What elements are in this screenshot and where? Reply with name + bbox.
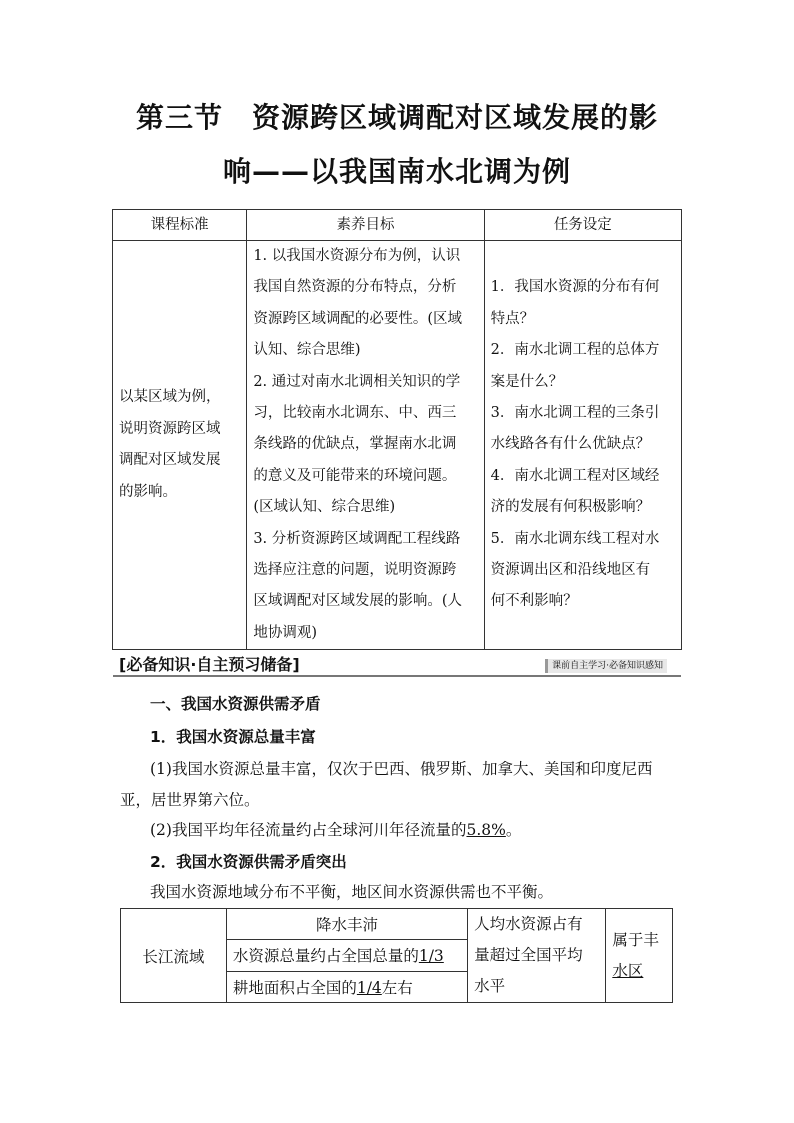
goal-line: 习，比较南水北调东、中、西三: [253, 405, 457, 422]
task-line: 2．南水北调工程的总体方: [490, 342, 660, 359]
zone-line: 水区: [612, 961, 644, 980]
section-banner-tag: 课前自主学习·必备知识感知: [545, 659, 667, 673]
per-capita-line: 人均水资源占有: [474, 915, 583, 933]
zone-line: 属于丰: [612, 930, 659, 949]
page-title-line-1: 第三节 资源跨区域调配对区域发展的影: [135, 101, 658, 134]
water-share-cell: [226, 940, 467, 971]
basin-row: [121, 909, 673, 940]
task-line: 4．南水北调工程对区域经: [490, 467, 660, 484]
header-literacy-goals: 素养目标: [247, 210, 484, 241]
curriculum-table-body-row: [113, 241, 682, 650]
paragraph-2-end: 。: [505, 821, 522, 839]
goal-line: 选择应注意的问题，说明资源跨: [253, 562, 457, 579]
per-capita-line: 水平: [474, 977, 506, 995]
water-share-text: 水资源总量约占全国总量的: [232, 947, 419, 966]
section-banner: [113, 653, 681, 677]
goal-line: 资源跨区域调配的必要性。(区域: [253, 310, 462, 327]
task-line: 水线路各有什么优缺点？: [490, 436, 651, 453]
task-line: 何不利影响？: [490, 593, 578, 610]
goal-line: 1. 以我国水资源分布为例，认识: [253, 248, 461, 264]
farmland-share-cell: [226, 971, 467, 1002]
per-capita-line: 量超过全国平均: [474, 946, 583, 964]
per-capita-cell: [468, 909, 606, 1003]
basin-name: 长江流域: [121, 909, 227, 1003]
page-title-line-2: 响——以我国南水北调为例: [222, 155, 571, 188]
curriculum-table-header-row: [113, 210, 682, 241]
farmland-share-text: 耕地面积占全国的: [232, 978, 357, 997]
course-standard-cell: [113, 241, 247, 650]
farmland-share-value: 1/4: [356, 978, 382, 997]
task-setting-cell: [484, 241, 681, 650]
paragraph-1-line-1: (1)我国水资源总量丰富，仅次于巴西、俄罗斯、加拿大、美国和印度尼西: [150, 760, 653, 778]
standard-line: 说明资源跨区域: [119, 420, 221, 437]
zone-cell: [606, 909, 673, 1003]
goal-line: 条线路的优缺点，掌握南水北调: [253, 436, 457, 453]
subheading-total-water: 1．我国水资源总量丰富: [150, 728, 316, 746]
standard-line: 以某区域为例，: [119, 389, 221, 406]
precipitation-cell: 降水丰沛: [226, 909, 467, 940]
farmland-share-suffix: 左右: [381, 978, 413, 997]
paragraph-3: 我国水资源地域分布不平衡，地区间水资源供需也不平衡。: [150, 883, 554, 901]
paragraph-2: [150, 818, 521, 840]
paragraph-1-line-2: 亚，居世界第六位。: [120, 791, 260, 809]
basin-table: [120, 908, 673, 1003]
section-banner-rule: [113, 675, 681, 677]
task-line: 济的发展有何积极影响？: [490, 499, 651, 516]
literacy-goals-cell: [247, 241, 484, 650]
standard-line: 调配对区域发展: [119, 452, 221, 469]
water-share-value: 1/3: [418, 947, 444, 966]
task-line: 5．南水北调东线工程对水: [490, 530, 660, 547]
goal-line: 2. 通过对南水北调相关知识的学: [253, 373, 461, 390]
task-line: 3．南水北调工程的三条引: [490, 405, 660, 422]
goal-line: (区域认知、综合思维): [253, 499, 396, 516]
standard-line: 的影响。: [119, 483, 177, 500]
heading-water-supply-demand: 一、我国水资源供需矛盾: [150, 695, 321, 713]
task-line: 案是什么？: [490, 373, 564, 390]
paragraph-2-text: (2)我国平均年径流量约占全球河川年径流量的: [150, 821, 467, 839]
goal-line: 认知、综合思维): [253, 342, 361, 359]
section-banner-title: [必备知识·自主预习储备]: [119, 655, 300, 674]
subheading-contradiction: 2．我国水资源供需矛盾突出: [150, 853, 347, 871]
curriculum-table: [112, 209, 682, 650]
task-line: 1．我国水资源的分布有何: [490, 279, 660, 296]
runoff-share-value: 5.8%: [466, 821, 506, 839]
goal-line: 区域调配对区域发展的影响。(人: [253, 593, 462, 610]
task-line: 特点？: [490, 310, 535, 327]
goal-line: 地协调观): [253, 624, 317, 641]
task-line: 资源调出区和沿线地区有: [490, 562, 651, 579]
header-course-standard: 课程标准: [113, 210, 247, 241]
goal-line: 的意义及可能带来的环境问题。: [253, 467, 457, 484]
header-task-setting: 任务设定: [484, 210, 681, 241]
goal-line: 我国自然资源的分布特点，分析: [253, 279, 457, 296]
goal-line: 3. 分析资源跨区域调配工程线路: [253, 530, 461, 547]
